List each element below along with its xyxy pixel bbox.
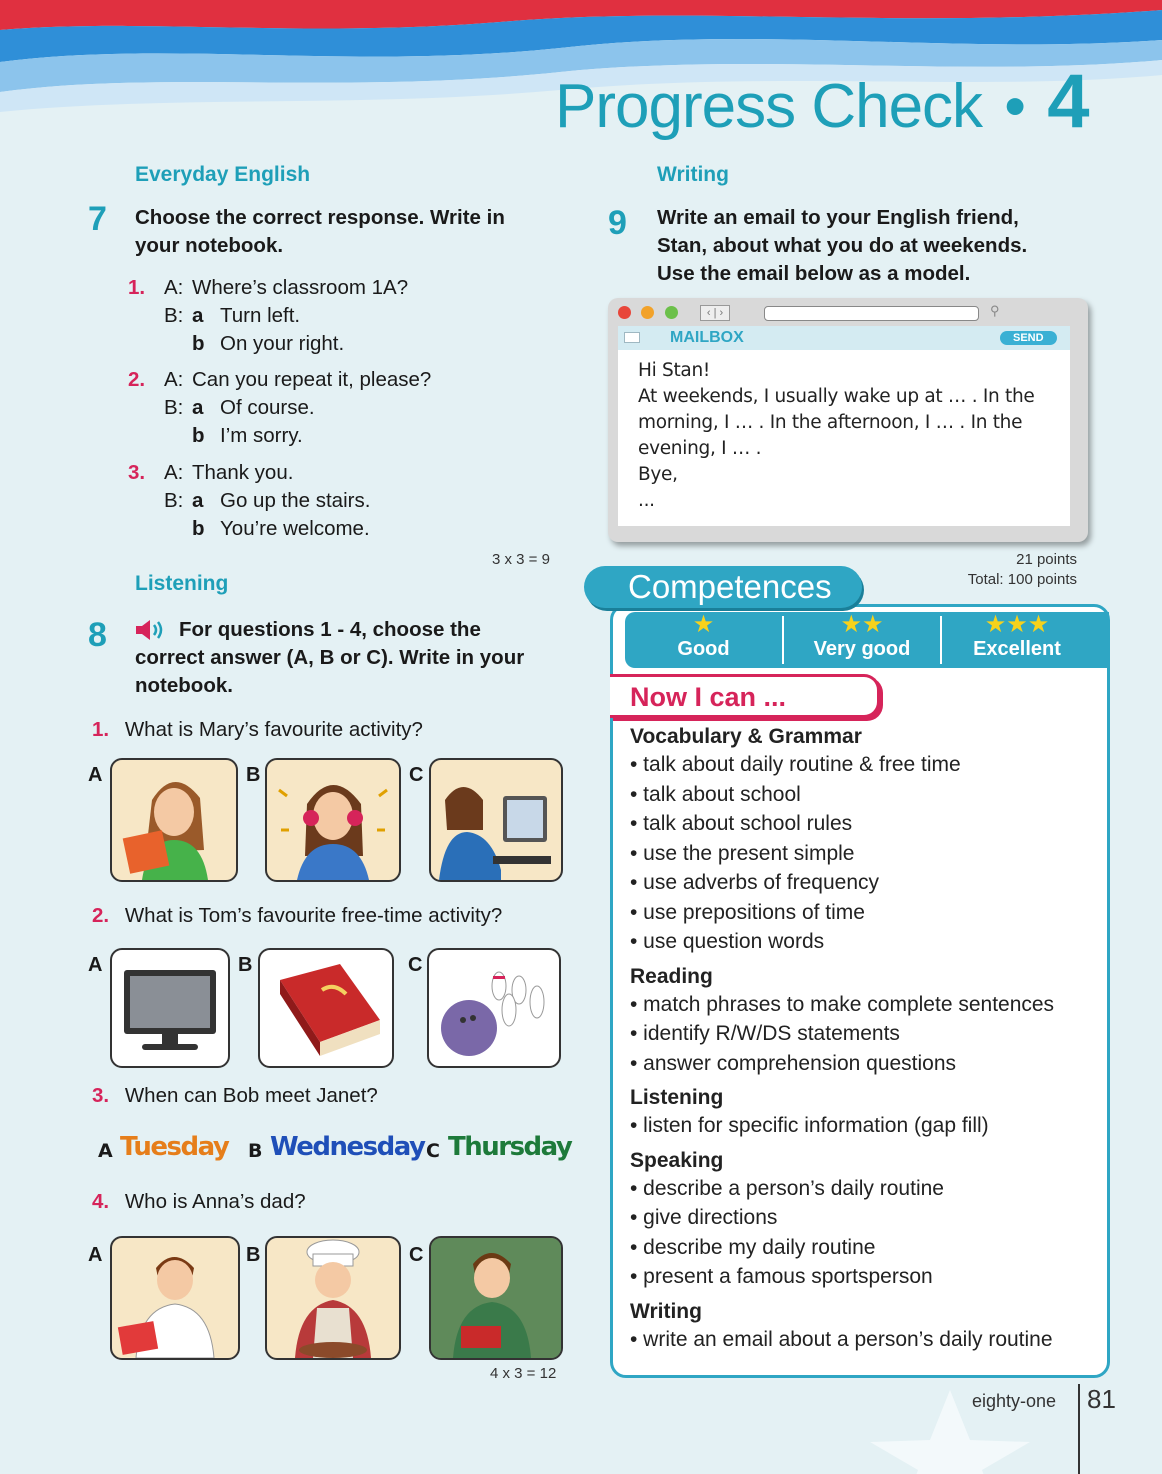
list-item: • use the present simple [630, 841, 855, 865]
writing-heading: Writing [630, 1299, 702, 1323]
option-text: Turn left. [220, 304, 301, 327]
question-text: Who is Anna’s dad? [124, 1190, 306, 1213]
speaker-b-label: B: [164, 304, 184, 327]
mail-body[interactable] [618, 350, 1070, 522]
option-text: I’m sorry. [220, 424, 303, 447]
exercise-7-instruction [135, 204, 505, 260]
competence-list [630, 723, 1100, 1354]
instruction-line: Stan, about what you do at weekends. [657, 234, 1028, 257]
mail-panel [618, 326, 1070, 526]
address-bar[interactable] [764, 306, 979, 321]
instruction-line: correct answer (A, B or C). Write in your [135, 646, 525, 669]
instruction-line: your notebook. [135, 234, 284, 257]
option-label-a: A [88, 764, 103, 786]
list-item: • describe my daily routine [630, 1235, 876, 1259]
star-icon: ★★★ [984, 611, 1050, 638]
exercise-number-9: 9 [608, 204, 627, 242]
list-item: • identify R/W/DS statements [630, 1022, 900, 1045]
send-button[interactable]: SEND [1000, 331, 1057, 345]
question-number: 4. [92, 1190, 110, 1213]
option-text: Of course. [220, 396, 315, 419]
picture-book[interactable] [258, 948, 394, 1068]
search-icon[interactable]: ⚲ [990, 303, 1000, 318]
option-label-a: A [98, 1140, 113, 1162]
page-title [555, 58, 1089, 145]
speaker-a-line: Where’s classroom 1A? [192, 276, 409, 299]
title-bullet: • [1004, 72, 1026, 141]
option-label-b: B [238, 954, 253, 976]
list-item: • answer comprehension questions [630, 1051, 957, 1075]
competences-title-tab [584, 566, 862, 608]
speaker-a-label: A: [164, 368, 184, 391]
item-number: 1. [128, 276, 146, 299]
section-everyday-english: Everyday English [135, 163, 311, 186]
list-item: • listen for specific information (gap fill) [630, 1114, 989, 1137]
speaker-a-label: A: [164, 461, 184, 484]
question-text: When can Bob meet Janet? [124, 1084, 378, 1107]
option-letter: a [192, 396, 204, 419]
question-text: What is Tom’s favourite free-time activity? [124, 904, 503, 927]
option-label-a: A [88, 954, 103, 976]
option-label-c: C [408, 954, 423, 976]
page-word: eighty-one [972, 1391, 1057, 1411]
question-4 [92, 1188, 306, 1216]
option-label-a: A [88, 1244, 103, 1266]
picture-tv[interactable] [110, 948, 230, 1068]
mail-line: Bye, [638, 464, 678, 485]
option-text: You’re welcome. [220, 517, 370, 540]
exercise-number-8: 8 [88, 616, 107, 654]
list-item: • give directions [630, 1206, 778, 1229]
list-item: • present a famous sportsperson [630, 1265, 933, 1288]
star-icon: ★ [692, 611, 715, 638]
option-letter: a [192, 304, 204, 327]
instruction-line: notebook. [135, 674, 233, 697]
list-item: • talk about school [630, 782, 801, 806]
picture-girl-reading[interactable] [110, 758, 238, 882]
exercise-8-score: 4 x 3 = 12 [490, 1365, 557, 1382]
option-letter: b [192, 517, 205, 540]
picture-girl-computer[interactable] [429, 758, 563, 882]
instruction-line: Write an email to your English friend, [657, 206, 1019, 229]
speaker-b-label: B: [164, 396, 184, 419]
page-number: 81 [1087, 1384, 1116, 1414]
question-number: 3. [92, 1084, 110, 1107]
unit-number: 4 [1047, 59, 1089, 144]
picture-chef[interactable] [265, 1236, 401, 1360]
item-number: 2. [128, 368, 146, 391]
option-label-b: B [246, 1244, 261, 1266]
rating-label: Good [677, 638, 730, 660]
option-letter: b [192, 332, 205, 355]
option-letter: b [192, 424, 205, 447]
day-thursday[interactable]: Thursday [448, 1132, 572, 1162]
list-item: • talk about school rules [630, 812, 853, 835]
rating-good [625, 612, 782, 668]
exercise-7-item-2 [128, 366, 568, 450]
list-item: • write an email about a person’s daily routine [630, 1327, 1053, 1351]
speaker-a-label: A: [164, 276, 184, 299]
listening-heading: Listening [630, 1086, 724, 1109]
exercise-7-score: 3 x 3 = 9 [492, 551, 550, 568]
exercise-9-points: 21 points [1016, 551, 1077, 568]
list-item: • match phrases to make complete sentences [630, 992, 1055, 1016]
picture-teacher[interactable] [429, 1236, 563, 1360]
picture-doctor[interactable] [110, 1236, 240, 1360]
section-writing: Writing [657, 163, 729, 186]
footer-divider [1078, 1384, 1080, 1474]
exercise-7-item-3 [128, 459, 568, 543]
star-icon: ★★ [840, 611, 884, 638]
mailbox-title: MAILBOX [670, 329, 744, 346]
question-1 [92, 716, 423, 744]
day-tuesday[interactable]: Tuesday [120, 1132, 229, 1162]
reading-heading: Reading [630, 964, 713, 988]
picture-girl-music[interactable] [265, 758, 401, 882]
list-item: • use prepositions of time [630, 900, 865, 924]
option-label-c: C [409, 1244, 424, 1266]
option-text: Go up the stairs. [220, 489, 371, 512]
option-letter: a [192, 489, 204, 512]
question-2 [92, 902, 502, 930]
window-controls [618, 306, 678, 324]
picture-bowling[interactable] [427, 948, 561, 1068]
vocabulary-grammar-heading: Vocabulary & Grammar [630, 725, 862, 748]
ratings-bar [625, 612, 1109, 668]
question-number: 2. [92, 904, 110, 927]
envelope-icon [624, 332, 640, 343]
mail-line: At weekends, I usually wake up at … . In the [638, 386, 1035, 407]
section-listening: Listening [135, 572, 229, 595]
total-points: Total: 100 points [967, 571, 1077, 588]
question-number: 1. [92, 718, 110, 741]
instruction-line: Use the email below as a model. [657, 262, 971, 285]
mail-titlebar [618, 326, 1070, 350]
list-item: • use adverbs of frequency [630, 871, 879, 894]
maximize-dot-icon[interactable] [665, 306, 678, 319]
day-wednesday[interactable]: Wednesday [270, 1132, 425, 1162]
mail-line: ... [638, 490, 655, 511]
option-label-c: C [409, 764, 424, 786]
instruction-line: Choose the correct response. Write in [135, 206, 505, 229]
mail-line: Hi Stan! [638, 360, 711, 381]
option-label-c: C [426, 1140, 440, 1162]
now-i-can-tab [610, 674, 880, 718]
speaker-b-label: B: [164, 489, 184, 512]
question-text: What is Mary’s favourite activity? [124, 718, 423, 741]
speaking-heading: Speaking [630, 1148, 724, 1172]
instruction-line: For questions 1 - 4, choose the [179, 618, 481, 641]
minimize-dot-icon[interactable] [641, 306, 654, 319]
mail-line: evening, I … . [638, 438, 762, 459]
option-text: On your right. [220, 332, 345, 355]
option-label-b: B [248, 1140, 263, 1162]
list-item: • talk about daily routine & free time [630, 753, 961, 776]
list-item: • describe a person’s daily routine [630, 1176, 944, 1200]
speaker-a-line: Thank you. [192, 461, 294, 484]
rating-label: Excellent [973, 638, 1061, 660]
close-dot-icon[interactable] [618, 306, 631, 319]
item-number: 3. [128, 461, 146, 484]
rating-excellent [942, 612, 1092, 668]
list-item: • use question words [630, 930, 825, 953]
rating-very-good [784, 612, 940, 668]
exercise-7-item-1 [128, 274, 568, 358]
mail-line: morning, I … . In the afternoon, I … . In the [638, 412, 1023, 433]
page-title-text: Progress Check [555, 72, 983, 141]
competences-title: Competences [628, 568, 832, 605]
exercise-9-instruction [657, 204, 1027, 288]
exercise-number-7: 7 [88, 200, 107, 238]
now-i-can-title: Now I can ... [630, 682, 787, 712]
option-label-b: B [246, 764, 261, 786]
rating-label: Very good [813, 638, 911, 660]
exercise-8-instruction [135, 616, 524, 700]
email-window [608, 298, 1088, 542]
nav-arrows-icon[interactable]: ‹ | › [700, 305, 730, 321]
speaker-a-line: Can you repeat it, please? [192, 368, 432, 391]
question-3 [92, 1082, 378, 1110]
